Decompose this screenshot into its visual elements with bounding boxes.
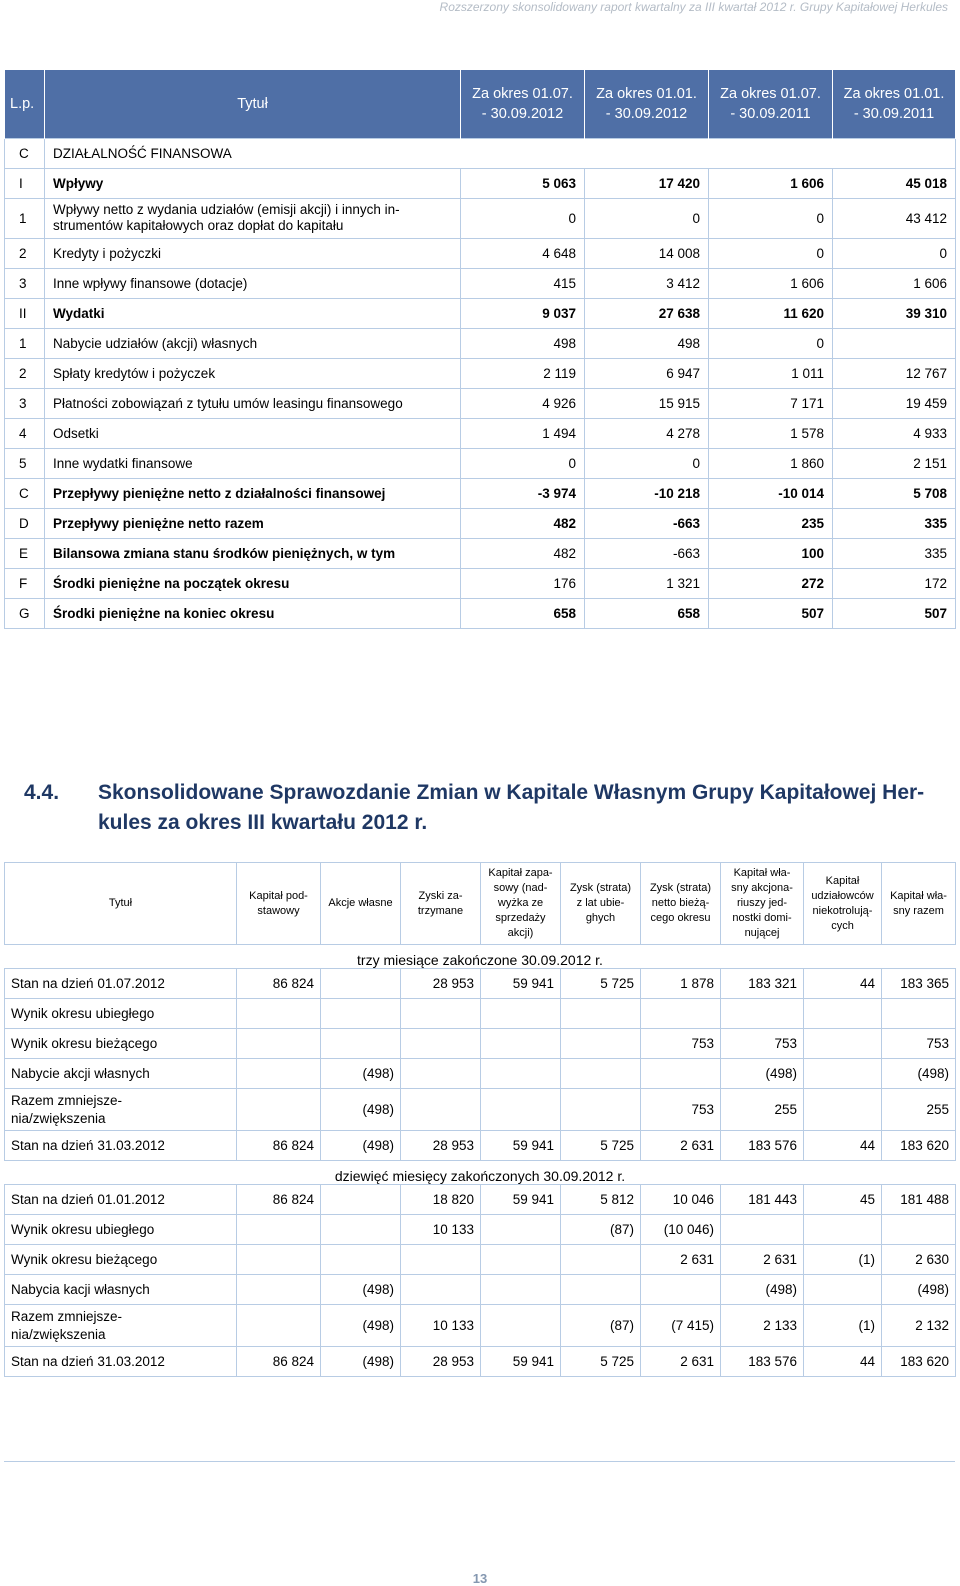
cell-value: 5 725 bbox=[561, 969, 641, 999]
col-header: Zyski za- trzymane bbox=[401, 863, 481, 945]
cell-value: 183 365 bbox=[882, 969, 956, 999]
cell-value: 4 278 bbox=[585, 418, 709, 448]
cell-value: 11 620 bbox=[709, 298, 833, 328]
cell-value bbox=[237, 1305, 321, 1347]
cell-value: 2 631 bbox=[721, 1245, 804, 1275]
footer-divider bbox=[4, 1461, 955, 1462]
period-label: dziewięć miesięcy zakończonych 30.09.2012 r. bbox=[5, 1161, 956, 1185]
cell-value bbox=[481, 1029, 561, 1059]
cell-value: 1 578 bbox=[709, 418, 833, 448]
cell-value bbox=[401, 1275, 481, 1305]
row-label: Nabycie akcji własnych bbox=[5, 1059, 237, 1089]
col-header: Kapitał pod- stawowy bbox=[237, 863, 321, 945]
cell-value bbox=[481, 999, 561, 1029]
cell-value: 0 bbox=[585, 448, 709, 478]
table-row bbox=[5, 1131, 956, 1161]
row-title: Kredyty i pożyczki bbox=[45, 238, 461, 268]
cell-value: 183 321 bbox=[721, 969, 804, 999]
row-label: Stan na dzień 31.03.2012 bbox=[5, 1131, 237, 1161]
cell-value: 2 631 bbox=[641, 1131, 721, 1161]
cell-value bbox=[561, 1089, 641, 1131]
col-period-header: Za okres 01.01. - 30.09.2012 bbox=[585, 70, 709, 138]
cell-value: 17 420 bbox=[585, 168, 709, 198]
row-title: Odsetki bbox=[45, 418, 461, 448]
section-title: DZIAŁALNOŚĆ FINANSOWA bbox=[45, 138, 956, 168]
row-title: Środki pieniężne na koniec okresu bbox=[45, 598, 461, 628]
row-lp: I bbox=[5, 168, 45, 198]
cell-value: 10 133 bbox=[401, 1215, 481, 1245]
cell-value: 415 bbox=[461, 268, 585, 298]
cell-value: 1 878 bbox=[641, 969, 721, 999]
cell-value: 10 133 bbox=[401, 1305, 481, 1347]
cell-value: 255 bbox=[721, 1089, 804, 1131]
running-header: Rozszerzony skonsolidowany raport kwartalny za III kwartał 2012 r. Grupy Kapitałowej Herkules bbox=[439, 0, 948, 14]
cell-value: 14 008 bbox=[585, 238, 709, 268]
cell-value bbox=[833, 328, 956, 358]
cell-value bbox=[321, 1029, 401, 1059]
cell-value: 19 459 bbox=[833, 388, 956, 418]
table-row bbox=[5, 478, 956, 508]
cell-value: 2 631 bbox=[641, 1347, 721, 1377]
cell-value bbox=[237, 1029, 321, 1059]
cell-value bbox=[321, 1185, 401, 1215]
cell-value: 28 953 bbox=[401, 969, 481, 999]
table-row bbox=[5, 1029, 956, 1059]
cell-value bbox=[481, 1245, 561, 1275]
col-header: Kapitał udziałowców niekotrolują- cych bbox=[804, 863, 882, 945]
cash-flow-table bbox=[4, 70, 956, 629]
cell-value: (498) bbox=[321, 1347, 401, 1377]
row-title: Wpływy bbox=[45, 168, 461, 198]
row-title: Przepływy pieniężne netto z działalności finansowej bbox=[45, 478, 461, 508]
col-header: Zysk (strata) z lat ubie- ghych bbox=[561, 863, 641, 945]
cell-value: 9 037 bbox=[461, 298, 585, 328]
cell-value: 39 310 bbox=[833, 298, 956, 328]
row-label: Razem zmniejsze- nia/zwiększenia bbox=[5, 1305, 237, 1347]
cell-value bbox=[481, 1215, 561, 1245]
cell-value bbox=[237, 1275, 321, 1305]
cell-value: -10 014 bbox=[709, 478, 833, 508]
cell-value: (87) bbox=[561, 1305, 641, 1347]
cell-value: 45 bbox=[804, 1185, 882, 1215]
table-row bbox=[5, 598, 956, 628]
table-row bbox=[5, 1275, 956, 1305]
cell-value: 1 606 bbox=[709, 268, 833, 298]
cell-value: 507 bbox=[833, 598, 956, 628]
cell-value: 15 915 bbox=[585, 388, 709, 418]
cell-value bbox=[561, 1029, 641, 1059]
cell-value: 44 bbox=[804, 969, 882, 999]
cell-value: 183 620 bbox=[882, 1131, 956, 1161]
cell-value: 0 bbox=[461, 198, 585, 238]
cell-value: 172 bbox=[833, 568, 956, 598]
cell-value bbox=[561, 1275, 641, 1305]
row-label: Wynik okresu ubiegłego bbox=[5, 1215, 237, 1245]
cell-value: -10 218 bbox=[585, 478, 709, 508]
row-label: Nabycia kacji własnych bbox=[5, 1275, 237, 1305]
cell-value bbox=[321, 1245, 401, 1275]
row-title: Wydatki bbox=[45, 298, 461, 328]
table-row bbox=[5, 1245, 956, 1275]
cell-value: 272 bbox=[709, 568, 833, 598]
row-lp: 1 bbox=[5, 328, 45, 358]
cell-value: 1 606 bbox=[833, 268, 956, 298]
cell-value: (498) bbox=[321, 1305, 401, 1347]
col-period-header: Za okres 01.07. - 30.09.2011 bbox=[709, 70, 833, 138]
cell-value: 4 648 bbox=[461, 238, 585, 268]
cell-value: 183 576 bbox=[721, 1131, 804, 1161]
table-row bbox=[5, 1305, 956, 1347]
table-row bbox=[5, 538, 956, 568]
col-header: Kapitał zapa- sowy (nad- wyżka ze sprzedaży akcji) bbox=[481, 863, 561, 945]
cell-value: 0 bbox=[709, 328, 833, 358]
cell-value: (498) bbox=[882, 1275, 956, 1305]
row-title: Płatności zobowiązań z tytułu umów leasingu finansowego bbox=[45, 388, 461, 418]
cell-value: 44 bbox=[804, 1131, 882, 1161]
cell-value: 3 412 bbox=[585, 268, 709, 298]
section-heading bbox=[24, 778, 949, 838]
cell-value bbox=[481, 1275, 561, 1305]
row-title: Inne wpływy finansowe (dotacje) bbox=[45, 268, 461, 298]
cell-value: 2 151 bbox=[833, 448, 956, 478]
cell-value bbox=[401, 1089, 481, 1131]
cell-value: 4 933 bbox=[833, 418, 956, 448]
table-row bbox=[5, 448, 956, 478]
row-lp: 5 bbox=[5, 448, 45, 478]
row-title: Spłaty kredytów i pożyczek bbox=[45, 358, 461, 388]
cell-value: (498) bbox=[321, 1059, 401, 1089]
table-row bbox=[5, 298, 956, 328]
cell-value: (498) bbox=[321, 1089, 401, 1131]
cell-value: 18 820 bbox=[401, 1185, 481, 1215]
table-row bbox=[5, 198, 956, 238]
table-row bbox=[5, 568, 956, 598]
cell-value bbox=[237, 1245, 321, 1275]
cell-value bbox=[481, 1089, 561, 1131]
cell-value: (498) bbox=[721, 1275, 804, 1305]
cell-value: 1 494 bbox=[461, 418, 585, 448]
cell-value bbox=[401, 1029, 481, 1059]
row-title: Nabycie udziałów (akcji) własnych bbox=[45, 328, 461, 358]
cell-value: 176 bbox=[461, 568, 585, 598]
col-period-header: Za okres 01.07. - 30.09.2012 bbox=[461, 70, 585, 138]
cell-value: 498 bbox=[585, 328, 709, 358]
cell-value: 59 941 bbox=[481, 1185, 561, 1215]
table-row bbox=[5, 238, 956, 268]
cell-value: 498 bbox=[461, 328, 585, 358]
cell-value: 43 412 bbox=[833, 198, 956, 238]
cell-value: 1 606 bbox=[709, 168, 833, 198]
equity-table bbox=[4, 862, 956, 1377]
cell-value: 507 bbox=[709, 598, 833, 628]
cell-value bbox=[561, 1059, 641, 1089]
row-title: Inne wydatki finansowe bbox=[45, 448, 461, 478]
col-header: Akcje własne bbox=[321, 863, 401, 945]
row-label: Stan na dzień 31.03.2012 bbox=[5, 1347, 237, 1377]
row-lp: E bbox=[5, 538, 45, 568]
cell-value: 235 bbox=[709, 508, 833, 538]
cell-value: 2 631 bbox=[641, 1245, 721, 1275]
cell-value: 753 bbox=[721, 1029, 804, 1059]
cell-value: (87) bbox=[561, 1215, 641, 1245]
cell-value bbox=[321, 999, 401, 1029]
section-title-line1: Skonsolidowane Sprawozdanie Zmian w Kapitale Własnym Grupy Kapitałowej Her- bbox=[98, 781, 925, 804]
cell-value: 183 576 bbox=[721, 1347, 804, 1377]
cell-value: (1) bbox=[804, 1245, 882, 1275]
cell-value: 2 133 bbox=[721, 1305, 804, 1347]
row-lp: 1 bbox=[5, 198, 45, 238]
row-lp: C bbox=[5, 478, 45, 508]
row-label: Razem zmniejsze- nia/zwiększenia bbox=[5, 1089, 237, 1131]
cell-value bbox=[641, 999, 721, 1029]
cell-value: 45 018 bbox=[833, 168, 956, 198]
table-row bbox=[5, 168, 956, 198]
cell-value: 658 bbox=[461, 598, 585, 628]
cell-value bbox=[641, 1275, 721, 1305]
col-header: Zysk (strata) netto bieżą- cego okresu bbox=[641, 863, 721, 945]
cell-value: (7 415) bbox=[641, 1305, 721, 1347]
cell-value: 0 bbox=[585, 198, 709, 238]
cell-value bbox=[804, 999, 882, 1029]
table-row bbox=[5, 1215, 956, 1245]
cell-value: (10 046) bbox=[641, 1215, 721, 1245]
cell-value: 10 046 bbox=[641, 1185, 721, 1215]
cell-value: (498) bbox=[321, 1131, 401, 1161]
row-label: Stan na dzień 01.07.2012 bbox=[5, 969, 237, 999]
cell-value bbox=[237, 1215, 321, 1245]
cell-value bbox=[804, 1275, 882, 1305]
cell-value: 1 011 bbox=[709, 358, 833, 388]
cell-value: 5 725 bbox=[561, 1347, 641, 1377]
cell-value: 86 824 bbox=[237, 1131, 321, 1161]
cell-value: 2 119 bbox=[461, 358, 585, 388]
cell-value: (498) bbox=[321, 1275, 401, 1305]
cell-value: 12 767 bbox=[833, 358, 956, 388]
table-row bbox=[5, 1185, 956, 1215]
table-row bbox=[5, 268, 956, 298]
cell-value: 1 860 bbox=[709, 448, 833, 478]
table-row bbox=[5, 508, 956, 538]
cell-value: (498) bbox=[721, 1059, 804, 1089]
row-lp: II bbox=[5, 298, 45, 328]
cell-value: 753 bbox=[882, 1029, 956, 1059]
row-lp: C bbox=[5, 138, 45, 168]
cell-value: 86 824 bbox=[237, 1347, 321, 1377]
cell-value: 28 953 bbox=[401, 1131, 481, 1161]
table-row bbox=[5, 999, 956, 1029]
cell-value bbox=[804, 1029, 882, 1059]
section-number: 4.4. bbox=[24, 781, 60, 804]
page-number: 13 bbox=[472, 1571, 488, 1586]
row-title: Wpływy netto z wydania udziałów (emisji akcji) i innych in- strumentów kapitałowych oraz dopłat do kapitału bbox=[45, 198, 461, 238]
cell-value: 28 953 bbox=[401, 1347, 481, 1377]
cell-value: 255 bbox=[882, 1089, 956, 1131]
cell-value bbox=[882, 1215, 956, 1245]
cell-value: 482 bbox=[461, 538, 585, 568]
row-lp: 2 bbox=[5, 358, 45, 388]
cell-value: 6 947 bbox=[585, 358, 709, 388]
cell-value bbox=[882, 999, 956, 1029]
cash-flow-header-row bbox=[5, 70, 956, 138]
cell-value: 335 bbox=[833, 508, 956, 538]
cell-value: 181 443 bbox=[721, 1185, 804, 1215]
cell-value bbox=[237, 999, 321, 1029]
cell-value bbox=[561, 999, 641, 1029]
table-row bbox=[5, 418, 956, 448]
section-row bbox=[5, 138, 956, 168]
cell-value: 59 941 bbox=[481, 969, 561, 999]
cell-value bbox=[321, 969, 401, 999]
col-header: Kapitał wła- sny razem bbox=[882, 863, 956, 945]
cell-value: 44 bbox=[804, 1347, 882, 1377]
equity-header-row bbox=[5, 863, 956, 945]
cell-value: 482 bbox=[461, 508, 585, 538]
cell-value: 183 620 bbox=[882, 1347, 956, 1377]
cell-value: 0 bbox=[709, 198, 833, 238]
cell-value bbox=[481, 1059, 561, 1089]
cell-value bbox=[721, 999, 804, 1029]
cell-value bbox=[481, 1305, 561, 1347]
cell-value: 59 941 bbox=[481, 1347, 561, 1377]
section-title-line2: kules za okres III kwartału 2012 r. bbox=[98, 811, 428, 834]
row-label: Wynik okresu bieżącego bbox=[5, 1029, 237, 1059]
cell-value: 86 824 bbox=[237, 969, 321, 999]
row-lp: 4 bbox=[5, 418, 45, 448]
cell-value bbox=[237, 1089, 321, 1131]
col-lp-header: L.p. bbox=[5, 70, 45, 138]
cell-value bbox=[721, 1215, 804, 1245]
table-row bbox=[5, 1089, 956, 1131]
cell-value: 2 630 bbox=[882, 1245, 956, 1275]
row-lp: D bbox=[5, 508, 45, 538]
cell-value: 100 bbox=[709, 538, 833, 568]
cell-value bbox=[804, 1089, 882, 1131]
cell-value: 5 725 bbox=[561, 1131, 641, 1161]
cell-value: 0 bbox=[709, 238, 833, 268]
cell-value: 1 321 bbox=[585, 568, 709, 598]
row-lp: 2 bbox=[5, 238, 45, 268]
cell-value: 59 941 bbox=[481, 1131, 561, 1161]
cell-value: 5 063 bbox=[461, 168, 585, 198]
col-header: Tytuł bbox=[5, 863, 237, 945]
cell-value: -3 974 bbox=[461, 478, 585, 508]
col-period-header: Za okres 01.01. - 30.09.2011 bbox=[833, 70, 956, 138]
cell-value: 0 bbox=[833, 238, 956, 268]
cell-value bbox=[804, 1059, 882, 1089]
row-title: Przepływy pieniężne netto razem bbox=[45, 508, 461, 538]
cell-value: 86 824 bbox=[237, 1185, 321, 1215]
cell-value: 0 bbox=[461, 448, 585, 478]
row-lp: 3 bbox=[5, 268, 45, 298]
cell-value bbox=[401, 1059, 481, 1089]
cell-value bbox=[237, 1059, 321, 1089]
cell-value bbox=[401, 999, 481, 1029]
cell-value: 753 bbox=[641, 1029, 721, 1059]
cell-value: 5 812 bbox=[561, 1185, 641, 1215]
cell-value bbox=[641, 1059, 721, 1089]
row-label: Wynik okresu bieżącego bbox=[5, 1245, 237, 1275]
col-header: Kapitał wła- sny akcjona- riuszy jed- nostki domi- nującej bbox=[721, 863, 804, 945]
cell-value bbox=[804, 1215, 882, 1245]
cell-value: -663 bbox=[585, 508, 709, 538]
period-row bbox=[5, 1161, 956, 1185]
cell-value: 335 bbox=[833, 538, 956, 568]
cell-value bbox=[321, 1215, 401, 1245]
cell-value: 658 bbox=[585, 598, 709, 628]
cell-value bbox=[561, 1245, 641, 1275]
cell-value: -663 bbox=[585, 538, 709, 568]
cell-value: (498) bbox=[882, 1059, 956, 1089]
row-lp: F bbox=[5, 568, 45, 598]
table-row bbox=[5, 969, 956, 999]
cell-value: 5 708 bbox=[833, 478, 956, 508]
col-title-header: Tytuł bbox=[45, 70, 461, 138]
cell-value: 2 132 bbox=[882, 1305, 956, 1347]
cell-value: 181 488 bbox=[882, 1185, 956, 1215]
table-row bbox=[5, 1347, 956, 1377]
cell-value: (1) bbox=[804, 1305, 882, 1347]
period-label: trzy miesiące zakończone 30.09.2012 r. bbox=[5, 945, 956, 969]
cell-value: 7 171 bbox=[709, 388, 833, 418]
cell-value: 4 926 bbox=[461, 388, 585, 418]
table-row bbox=[5, 328, 956, 358]
row-lp: 3 bbox=[5, 388, 45, 418]
period-row bbox=[5, 945, 956, 969]
table-row bbox=[5, 358, 956, 388]
row-lp: G bbox=[5, 598, 45, 628]
row-label: Stan na dzień 01.01.2012 bbox=[5, 1185, 237, 1215]
cell-value: 27 638 bbox=[585, 298, 709, 328]
row-title: Bilansowa zmiana stanu środków pieniężnych, w tym bbox=[45, 538, 461, 568]
row-label: Wynik okresu ubiegłego bbox=[5, 999, 237, 1029]
table-row bbox=[5, 1059, 956, 1089]
table-row bbox=[5, 388, 956, 418]
cell-value: 753 bbox=[641, 1089, 721, 1131]
cell-value bbox=[401, 1245, 481, 1275]
row-title: Środki pieniężne na początek okresu bbox=[45, 568, 461, 598]
